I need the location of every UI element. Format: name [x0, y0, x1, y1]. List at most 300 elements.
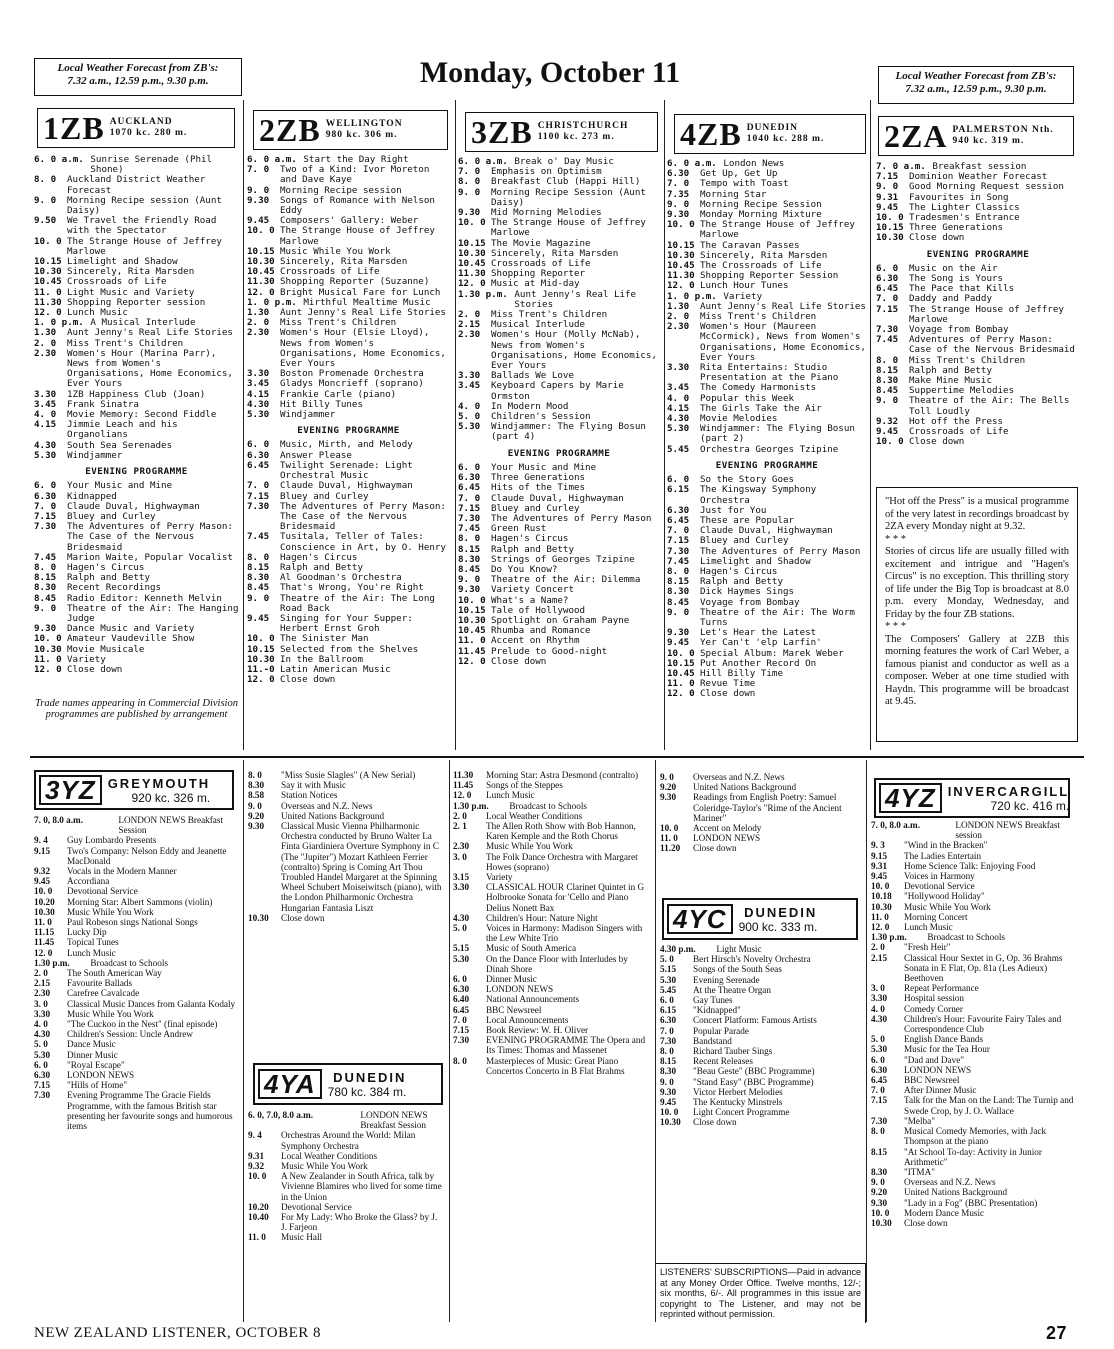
- programme-row: [453, 882, 651, 913]
- programme-time: 3. 0: [453, 851, 467, 862]
- programme-time: 11. 0: [34, 286, 62, 298]
- programme-title: Orchestra Georges Tzipine: [700, 443, 839, 455]
- programme-row: [458, 514, 660, 524]
- programme-time: 4.30: [453, 912, 470, 923]
- programme-time: 2.15: [34, 978, 51, 989]
- programme-row: [34, 876, 239, 886]
- programme-time: 2. 0: [247, 317, 270, 329]
- programme-title: Children's Hour: Nature Night: [486, 912, 598, 923]
- programme-title: The Pace that Kills: [909, 283, 1015, 295]
- programme-title: The Girls Take the Air: [700, 402, 822, 414]
- programme-row: [871, 983, 1079, 993]
- programme-time: 11.15: [34, 927, 55, 938]
- programme-title: Movie Memory: Second Fiddle: [67, 409, 217, 421]
- programme-row: [453, 943, 651, 953]
- programme-row: [453, 852, 651, 872]
- trade-note: Trade names appearing in Commercial Division programmes are published by arrangement: [35, 698, 238, 720]
- programme-row: [248, 821, 445, 913]
- programme-time: 4. 0: [667, 392, 690, 404]
- programme-time: 11.30: [34, 296, 62, 308]
- programme-row: [34, 451, 239, 461]
- programme-title: Light Concert Programme: [693, 1107, 790, 1118]
- programme-time: 9.45: [667, 637, 690, 649]
- programme-time: 10.30: [34, 906, 55, 917]
- programme-time: 7.15: [876, 303, 899, 315]
- programme-title: Dinner Music: [486, 974, 537, 985]
- programme-title: LONDON NEWS: [486, 984, 554, 995]
- programme-time: 6. 0: [876, 262, 899, 274]
- programme-row: [458, 555, 660, 565]
- programme-title: Auckland District Weather Forecast: [67, 174, 206, 196]
- schedule-4ya-continued: [453, 770, 651, 1322]
- programme-time: 8.30: [871, 1166, 888, 1177]
- programme-row: [660, 985, 862, 995]
- programme-time: 10.40: [248, 1212, 269, 1223]
- programme-row: [453, 1056, 651, 1076]
- programme-row: [660, 1097, 862, 1107]
- programme-time: 6.45: [247, 459, 270, 471]
- programme-time: 11. 0: [34, 917, 52, 928]
- programme-row: [34, 927, 239, 937]
- programme-title: Miss Trent's Children: [700, 311, 817, 323]
- footer-publication: NEW ZEALAND LISTENER, OCTOBER 8: [34, 1325, 322, 1341]
- programme-time: 3.30: [34, 388, 57, 400]
- programme-title: Carefree Cavalcade: [67, 988, 140, 999]
- programme-row: [667, 608, 867, 628]
- programme-time: 8.15: [876, 364, 899, 376]
- programme-row: [871, 1198, 1079, 1208]
- programme-title: A Musical Interlude: [90, 317, 196, 329]
- programme-row: [871, 1218, 1079, 1228]
- programme-time: 8.45: [458, 563, 481, 575]
- programme-row: [871, 1187, 1079, 1197]
- station-m: 319 m.: [991, 136, 1025, 146]
- programme-time: 7.45: [247, 531, 270, 543]
- programme-row: [667, 689, 867, 699]
- schedule-4zb: [667, 159, 867, 750]
- programme-title: Theatre of the Air: The Hanging Judge: [67, 602, 239, 624]
- evening-programme-heading: EVENING PROGRAMME: [85, 466, 188, 478]
- programme-time: 6. 0 a.m.: [667, 159, 717, 169]
- programme-time: 8. 0: [458, 533, 481, 545]
- programme-time: 9.45: [876, 426, 899, 438]
- programme-title: Overseas and N.Z. News: [281, 800, 373, 811]
- programme-row: [876, 427, 1080, 437]
- programme-time: 10.45: [667, 667, 695, 679]
- programme-time: 10.30: [876, 232, 904, 244]
- programme-time: 9.15: [871, 850, 888, 861]
- station-call: 4YA: [258, 1069, 322, 1099]
- programme-time: 4.30: [667, 413, 690, 425]
- programme-time: 8.15: [871, 1146, 888, 1157]
- station-m: 306 m.: [364, 130, 398, 140]
- programme-title: The Movie Magazine: [491, 237, 591, 249]
- programme-title: Lunch Music: [67, 307, 128, 319]
- programme-time: 2.30: [34, 988, 51, 999]
- programme-time: 4.30: [34, 439, 57, 451]
- programme-row: [34, 1050, 239, 1060]
- programme-time: 7. 0 a.m.: [876, 162, 926, 172]
- programme-time: 8. 0: [247, 551, 270, 563]
- programme-time: 10. 0: [247, 225, 275, 237]
- programme-time: 2.30: [458, 329, 481, 341]
- programme-title: Bluey and Curley: [700, 535, 789, 547]
- programme-time: 10. 0: [34, 633, 62, 645]
- programme-time: 7. 0: [34, 500, 57, 512]
- programme-title: Emphasis on Optimism: [491, 166, 602, 178]
- programme-time: 6. 0 a.m.: [458, 157, 508, 167]
- programme-title: Ralph and Betty: [909, 364, 992, 376]
- station-city: INVERCARGILL: [947, 783, 1070, 799]
- programme-time: 7.15: [458, 502, 481, 514]
- programme-title: Dance Music and Variety: [67, 623, 195, 635]
- programme-time: 10.45: [458, 625, 486, 637]
- programme-title: Miss Trent's Children: [67, 337, 184, 349]
- station-call: 2ZB: [259, 111, 321, 148]
- programme-title: Close down: [67, 663, 123, 675]
- programme-title: United Nations Background: [693, 782, 797, 793]
- programme-title: Jimmie Leach and his Organolians: [67, 419, 178, 441]
- programme-row: [34, 907, 239, 917]
- programme-time: 11.30: [453, 770, 474, 780]
- programme-time: 8.30: [248, 780, 265, 791]
- programme-row: [248, 1171, 445, 1202]
- programme-title: Songs of Romance with Nelson Eddy: [280, 194, 435, 217]
- programme-title: Repeat Performance: [904, 983, 979, 994]
- programme-time: 9.45: [247, 215, 270, 227]
- programme-title: Limelight and Shadow: [67, 256, 178, 268]
- programme-title: Lunch Hour Tunes: [700, 280, 789, 292]
- programme-time: 9.30: [660, 1086, 677, 1097]
- programme-title: Lunch Music: [67, 947, 116, 958]
- programme-title: Close down: [909, 232, 965, 244]
- programme-time: 9.45: [660, 1097, 677, 1108]
- programme-time: 6.15: [660, 1005, 677, 1016]
- programme-time: 9.30: [660, 792, 677, 803]
- programme-time: 7. 0: [458, 166, 481, 178]
- programme-time: 6. 0: [34, 480, 57, 492]
- programme-row: [34, 655, 239, 665]
- programme-title: Composers' Gallery: Weber: [280, 215, 419, 227]
- programme-title: Daddy and Paddy: [909, 293, 992, 305]
- programme-row: [660, 833, 862, 843]
- programme-title: LONDON NEWS: [67, 1070, 135, 1081]
- programme-time: 9.30: [871, 1197, 888, 1208]
- programme-time: 7.15: [34, 510, 57, 522]
- programme-title: Voyage from Bombay: [909, 324, 1009, 336]
- programme-title: Windjammer: [67, 449, 123, 461]
- programme-time: 7.30: [247, 500, 270, 512]
- programme-title: Good Morning Request session: [909, 181, 1064, 193]
- station-city: DUNEDIN: [333, 1069, 407, 1085]
- programme-time: 3.45: [34, 398, 57, 410]
- programme-row: [248, 1212, 445, 1232]
- programme-time: 8.30: [458, 553, 481, 565]
- programme-time: 7.45: [34, 551, 57, 563]
- programme-title: "Lady in a Fog" (BBC Presentation): [904, 1197, 1038, 1208]
- programme-time: 1.30 p.m.: [871, 932, 907, 943]
- programme-title: Movie Musicale: [67, 643, 145, 655]
- column-rule: [243, 100, 244, 750]
- station-box-2zb: [253, 110, 448, 150]
- programme-time: 2.15: [871, 952, 888, 963]
- programme-time: 9.45: [876, 201, 899, 213]
- column-rule: [655, 760, 656, 1322]
- programme-time: 9.30: [34, 623, 57, 635]
- programme-row: [248, 1151, 445, 1161]
- programme-time: 10.30: [247, 256, 275, 268]
- programme-title: Topical Tunes: [67, 937, 119, 948]
- programme-title: Dominion Weather Forecast: [909, 171, 1048, 183]
- programme-title: Hagen's Circus: [700, 565, 778, 577]
- programme-time: 7. 0, 8.0 a.m.: [871, 820, 920, 830]
- station-box-2za: [878, 116, 1074, 156]
- programme-title: Songs of the South Seas: [693, 964, 782, 975]
- programme-time: 8. 0: [34, 561, 57, 573]
- programme-time: 9.50: [34, 215, 57, 227]
- programme-row: [660, 1015, 862, 1025]
- programme-time: 7.45: [458, 523, 481, 535]
- programme-time: 10.30: [871, 901, 892, 912]
- programme-row: [248, 801, 445, 811]
- programme-time: 6.40: [453, 994, 470, 1005]
- programme-title: Popular Parade: [693, 1025, 749, 1036]
- programme-title: Comedy Corner: [904, 1003, 963, 1014]
- programme-title: Breakfast Club (Happi Hill): [491, 176, 641, 188]
- programme-time: 12. 0: [453, 790, 472, 801]
- programme-time: 10.20: [248, 1201, 269, 1212]
- programme-row: [34, 420, 239, 440]
- programme-time: 10.30: [458, 247, 486, 259]
- programme-title: Music While You Work: [904, 901, 991, 912]
- programme-time: 4. 0: [458, 400, 481, 412]
- station-kc: 1070 kc.: [109, 128, 151, 138]
- programme-time: 3. 0: [871, 983, 885, 994]
- programme-time: 3.30: [871, 993, 888, 1004]
- programme-title: Ralph and Betty: [280, 561, 363, 573]
- programme-title: Voices in Harmony: [904, 871, 975, 882]
- programme-title: Music While You Work: [67, 1008, 154, 1019]
- programme-row: [34, 1090, 239, 1131]
- programme-title: Miss Trent's Children: [491, 309, 608, 321]
- programme-row: [871, 851, 1079, 861]
- programme-title: Dick Haymes Sings: [700, 586, 795, 598]
- programme-time: 10.15: [247, 245, 275, 257]
- programme-time: 10. 0: [871, 881, 890, 892]
- station-freq: 780 kc. 384 m.: [327, 1084, 407, 1099]
- station-kc: 1100 kc.: [537, 132, 579, 142]
- programme-title: After Dinner Music: [904, 1085, 977, 1096]
- weather-forecast-left: Local Weather Forecast from ZB's: 7.32 a.m., 12.59 p.m., 9.30 p.m.: [34, 58, 242, 96]
- programme-title: Say it with Music: [281, 780, 347, 791]
- programme-title: At the Theatre Organ: [693, 984, 771, 995]
- programme-title: Radio Editor: Kenneth Melvin: [67, 592, 222, 604]
- programme-row: [248, 1161, 445, 1171]
- programme-time: 8. 0: [34, 174, 57, 186]
- programme-title: Victor Herbert Melodies: [693, 1086, 783, 1097]
- programme-time: 7. 0: [453, 1014, 467, 1025]
- programme-title: Music for the Tea Hour: [904, 1044, 990, 1055]
- programme-title: Local Weather Conditions: [486, 810, 583, 821]
- programme-time: 5.30: [667, 423, 690, 435]
- programme-row: [247, 583, 450, 593]
- programme-row: [871, 820, 1079, 840]
- programme-title: Tusitala, Teller of Tales: Conscience in Art, by O. Henry: [280, 531, 446, 553]
- station-freq: 720 kc. 416 m.: [990, 798, 1070, 813]
- programme-title: Rhumba and Romance: [491, 625, 591, 637]
- programme-row: [871, 1085, 1079, 1095]
- programme-time: 2. 1: [453, 821, 467, 832]
- programme-time: 5.45: [660, 984, 677, 995]
- programme-time: 11. 0: [34, 653, 62, 665]
- programme-time: 7.15: [667, 535, 690, 547]
- programme-title: Morning Recipe session (Aunt Daisy): [67, 194, 222, 217]
- programme-time: 6. 0: [667, 474, 690, 486]
- programme-time: 2.15: [458, 319, 481, 331]
- programme-row: [871, 1014, 1079, 1034]
- programme-time: 6.30: [667, 504, 690, 516]
- programme-time: 10. 0: [660, 823, 679, 834]
- programme-time: 5.15: [453, 943, 470, 954]
- programme-row: [660, 1077, 862, 1087]
- programme-time: 2. 0: [453, 810, 467, 821]
- programme-row: [34, 349, 239, 390]
- programme-row: [247, 226, 450, 246]
- programme-time: 8. 0: [453, 1055, 467, 1066]
- programme-time: 9. 0: [871, 1177, 885, 1188]
- programme-row: [871, 1126, 1079, 1146]
- programme-time: 9.30: [248, 821, 265, 832]
- programme-title: Sincerely, Rita Marsden: [491, 247, 619, 259]
- evening-programme-heading: EVENING PROGRAMME: [926, 248, 1030, 260]
- programme-title: Miss Trent's Children: [909, 354, 1026, 366]
- programme-time: 7. 0: [458, 492, 481, 504]
- programme-row: [871, 891, 1079, 901]
- programme-title: The Strange House of Jeffrey Marlowe: [280, 225, 435, 247]
- schedule-4yc: [660, 944, 862, 1174]
- programme-time: 10.30: [458, 614, 486, 626]
- programme-time: 8.15: [34, 572, 57, 584]
- programme-time: 2. 0: [458, 309, 481, 321]
- notes-box: "Hot off the Press" is a musical programme of the very latest in recordings broadcast by 2ZA every Monday night at 9.32. * * * Stories of circus life are usually filled with excitement and intrigue and "Hagen's Circus" is no exception. This thrilling story of life under the Big Top is broadcast at 8.0 p.m. every Monday, Wednesday, and Friday by the four ZB stations. * * * The Composers' Gallery at 2ZB this morning features the work of Carl Weber, a famous pianist and conductor as well as a composer. Weber at one time studied with Haydn. This programme will be broadcast at 9.45.: [876, 487, 1078, 742]
- programme-title: Close down: [904, 1217, 948, 1228]
- station-city: PALMERSTON Nth.: [952, 125, 1054, 135]
- programme-title: Claude Duval, Highwayman: [700, 525, 833, 537]
- programme-title: Close down: [281, 912, 325, 923]
- programme-title: Two of a Kind: Ivor Moreton and Dave Kaye: [280, 164, 430, 186]
- programme-row: [247, 532, 450, 552]
- programme-title: Accordiana: [67, 876, 110, 887]
- programme-time: 4.15: [247, 388, 270, 400]
- programme-title: Aunt Jenny's Real Life Stories: [700, 300, 866, 312]
- programme-time: 7. 0, 8.0 a.m.: [34, 815, 83, 825]
- programme-row: [34, 237, 239, 257]
- programme-title: We Travel the Friendly Road with the Spectator: [67, 215, 217, 237]
- programme-title: Windjammer: [280, 409, 336, 421]
- programme-title: The Allen Roth Show with Bob Hannon, Karen Kemple and the Roth Chorus: [486, 821, 636, 842]
- programme-time: 3. 0: [34, 998, 48, 1009]
- programme-row: [34, 522, 239, 553]
- programme-title: Claude Duval, Highwayman: [491, 492, 624, 504]
- programme-title: Crossroads of Life: [67, 276, 167, 288]
- programme-row: [876, 437, 1080, 447]
- programme-title: Let's Hear the Latest: [700, 627, 817, 639]
- programme-title: Three Generations: [491, 472, 586, 484]
- programme-title: Accent on Melody: [693, 823, 762, 834]
- programme-time: 4. 0: [34, 409, 57, 421]
- programme-time: 9. 0: [876, 181, 899, 193]
- programme-row: [871, 953, 1079, 984]
- programme-title: Lucky Dip: [67, 927, 107, 938]
- programme-title: Close down: [693, 843, 737, 854]
- programme-row: [871, 861, 1079, 871]
- programme-title: Shopping Reporter session: [67, 296, 206, 308]
- programme-title: BBC Newsreel: [904, 1075, 960, 1086]
- programme-title: Spotlight on Graham Payne: [491, 614, 630, 626]
- programme-row: [248, 1130, 445, 1150]
- programme-title: Favourite Ballads: [67, 978, 133, 989]
- programme-row: [453, 811, 651, 821]
- programme-title: Voices in Harmony: Madison Singers with the Lew White Trio: [486, 923, 643, 944]
- programme-row: [247, 502, 450, 533]
- programme-time: 6. 0: [453, 974, 467, 985]
- programme-time: 9. 0: [667, 198, 690, 210]
- programme-time: 10.30: [34, 266, 62, 278]
- programme-title: Do You Know?: [491, 563, 558, 575]
- programme-title: Recent Releases: [693, 1056, 753, 1067]
- programme-time: 10. 0: [34, 886, 53, 897]
- programme-title: Devotional Service: [67, 886, 138, 897]
- programme-title: Dance Music: [67, 1039, 116, 1050]
- programme-title: The Lighter Classics: [909, 201, 1020, 213]
- programme-time: 9. 0: [458, 186, 481, 198]
- programme-title: Morning Star: Albert Sammons (violin): [67, 896, 213, 907]
- programme-row: [34, 886, 239, 896]
- programme-title: "Fresh Heir": [904, 942, 951, 953]
- programme-time: 6. 0, 7.0, 8.0 a.m.: [248, 1110, 314, 1120]
- programme-title: United Nations Background: [281, 810, 385, 821]
- programme-time: 7. 0: [247, 480, 270, 492]
- programme-time: 10.15: [34, 256, 62, 268]
- programme-time: 8. 0: [876, 354, 899, 366]
- programme-time: 9. 4: [248, 1130, 262, 1141]
- programme-time: 3.45: [667, 382, 690, 394]
- programme-row: [34, 1060, 239, 1070]
- programme-title: Local Announcements: [486, 1014, 569, 1025]
- programme-time: 6.30: [247, 449, 270, 461]
- programme-time: 6.30: [660, 1015, 677, 1026]
- programme-time: 9.31: [248, 1150, 265, 1161]
- station-freq: 900 kc. 333 m.: [738, 919, 818, 934]
- programme-time: 5.45: [667, 443, 690, 455]
- programme-row: [667, 363, 867, 383]
- programme-time: 1.30 p.m.: [34, 957, 70, 968]
- station-city: CHRISTCHURCH: [537, 121, 629, 131]
- programme-row: [871, 1065, 1079, 1075]
- programme-row: [871, 912, 1079, 922]
- station-call: 4YZ: [879, 783, 942, 813]
- programme-row: [247, 481, 450, 491]
- programme-title: EVENING PROGRAMME The Opera and Its Times: Thomas and Massenet: [486, 1035, 646, 1056]
- programme-title: The Kentucky Minstrels: [693, 1097, 783, 1108]
- programme-title: Children's Hour: Favourite Fairy Tales and Correspondence Club: [904, 1013, 1062, 1035]
- programme-title: Claude Duval, Highwayman: [280, 480, 413, 492]
- programme-time: 9. 0: [660, 1076, 674, 1087]
- programme-time: 5.30: [34, 1049, 51, 1060]
- programme-time: 10.15: [667, 657, 695, 669]
- programme-title: Music on the Air: [909, 262, 998, 274]
- programme-time: 5. 0: [660, 954, 674, 965]
